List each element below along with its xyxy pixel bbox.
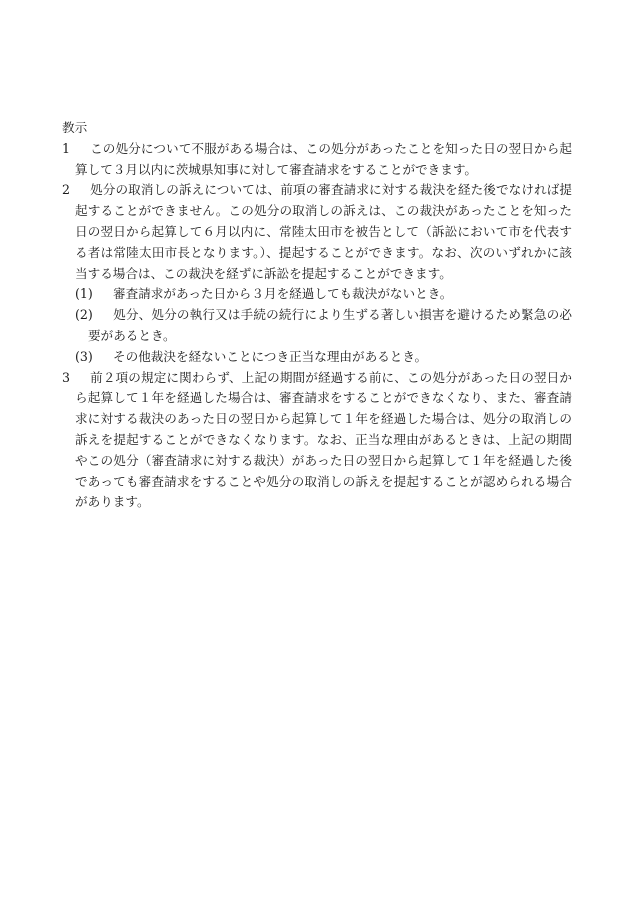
notice-heading: 教示 <box>62 120 88 135</box>
item-number: 2 <box>62 182 71 198</box>
notice-subitem-1 <box>62 284 572 305</box>
instruction-notice <box>62 118 572 513</box>
notice-item-2 <box>62 180 572 284</box>
item-text: 前２項の規定に関わらず、上記の期間が経過する前に、この処分があった日の翌日から起算して１年を経過した場合は、審査請求をすることができなくなり、また、審査請求に対する裁決のあった日の翌日から起算して１年を経過した場合は、処分の取消しの訴えを提起することができなくなります。なお、正当な理由があるときは、上記の期間やこの処分（審査請求に対する裁決）があった日の翌日から起算して１年を経過した後であっても審査請求をすることや処分の取消しの訴えを提起することが認められる場合があります。 <box>75 369 572 510</box>
item-text: この処分について不服がある場合は、この処分があったことを知った日の翌日から起算して３月以内に茨城県知事に対して審査請求をすることができます。 <box>75 140 572 177</box>
item-text: 処分の取消しの訴えについては、前項の審査請求に対する裁決を経た後でなければ提起することができません。この処分の取消しの訴えは、この裁決があったことを知った日の翌日から起算して６月以内に、常陸太田市を被告として（訴訟において市を代表する者は常陸太田市長となります。）、提起することができます。なお、次のいずれかに該当する場合は、この裁決を経ずに訴訟を提起することができます。 <box>75 182 572 281</box>
notice-item-3 <box>62 368 572 514</box>
item-number: 3 <box>62 369 71 385</box>
subitem-number: (1) <box>75 286 93 302</box>
subitem-text: その他裁決を経ないことにつき正当な理由があるとき。 <box>113 348 428 364</box>
subitem-number: (3) <box>75 348 93 364</box>
subitem-text: 審査請求があった日から３月を経過しても裁決がないとき。 <box>113 286 453 302</box>
notice-subitem-3 <box>62 347 572 368</box>
subitem-text: 処分、処分の執行又は手続の続行により生ずる著しい損害を避けるため緊急の必要があるとき。 <box>88 307 572 343</box>
item-number: 1 <box>62 140 71 156</box>
notice-item-1 <box>62 139 572 181</box>
notice-subitem-2 <box>62 305 572 347</box>
subitem-number: (2) <box>75 307 93 323</box>
